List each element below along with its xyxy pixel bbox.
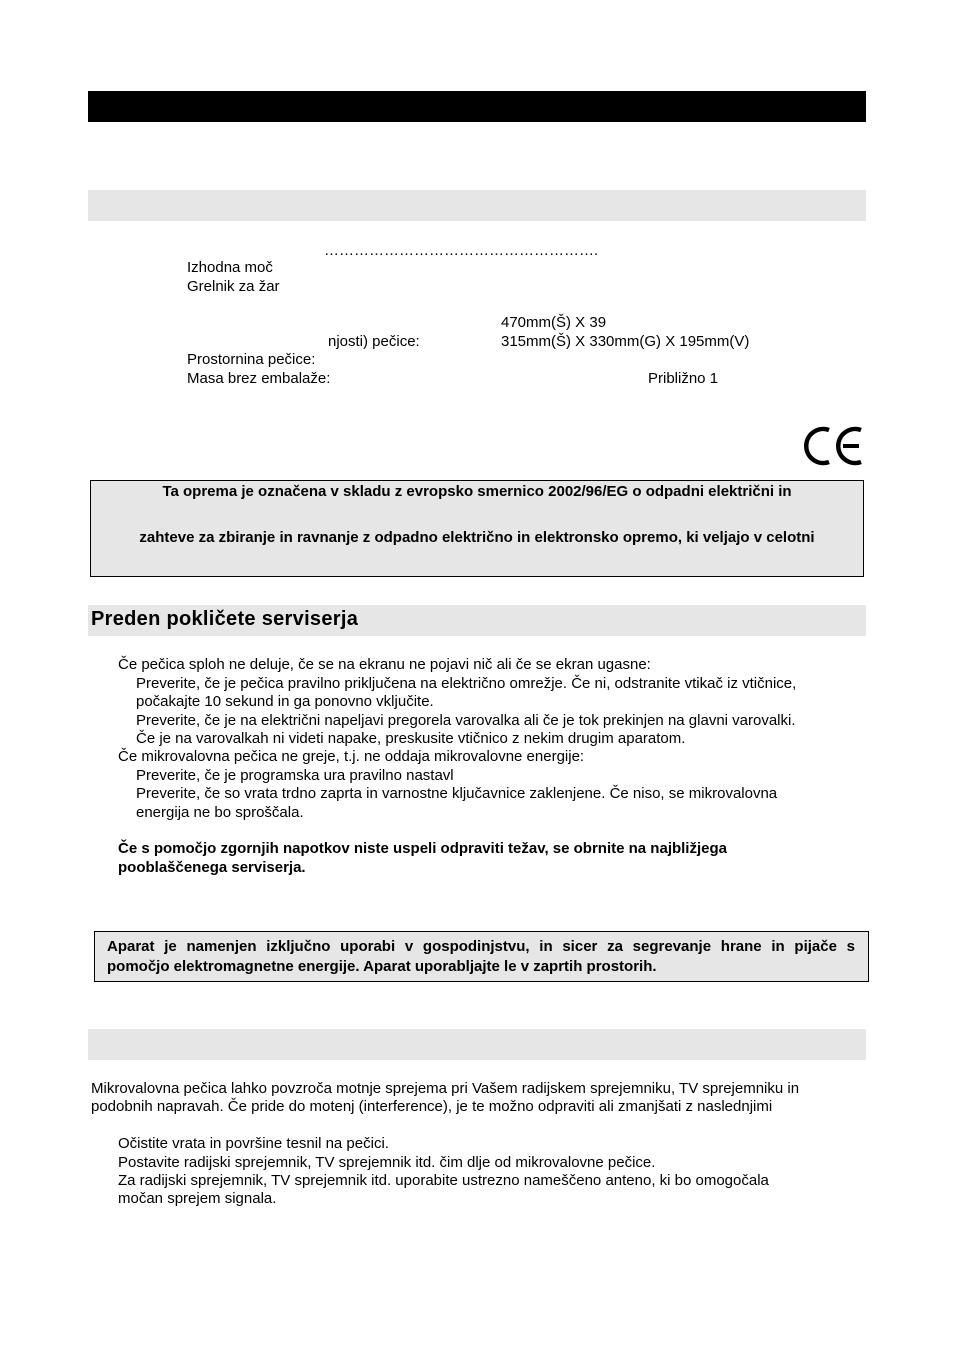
weee-notice-line1: Ta oprema je označena v skladu z evropsko smernico 2002/96/EG o odpadni električni in <box>162 483 792 500</box>
service-line-6: Če mikrovalovna pečica ne greje, t.j. ne oddaja mikrovalovne energije: <box>118 748 585 765</box>
specs-header-bar <box>88 190 866 221</box>
interference-para-line2: podobnih napravah. Če pride do motenj (interference), je te možno odpraviti ali zmanjšati z naslednjimi <box>91 1098 773 1115</box>
outer-dims-value: 470mm(Š) X 39 <box>501 314 607 331</box>
service-line-9: energija ne bo sproščala. <box>136 804 304 821</box>
weight-value: Približno 1 <box>648 370 719 387</box>
service-line-2: Preverite, če je pečica pravilno priključena na električno omrežje. Če ni, odstranite vtikač iz vtičnice, <box>136 675 797 692</box>
ce-mark-icon <box>801 424 865 468</box>
service-line-5: Če je na varovalkah ni videti napake, preskusite vtičnico z nekim drugim aparatom. <box>136 730 686 747</box>
interference-header-bar <box>88 1029 866 1060</box>
output-power-label: Izhodna moč <box>187 259 273 276</box>
inner-dims-value: 315mm(Š) X 330mm(G) X 195mm(V) <box>501 333 750 350</box>
interference-para-line1: Mikrovalovna pečica lahko povzroča motnje sprejema pri Vašem radijskem sprejemniku, TV sprejemniku in <box>91 1080 800 1097</box>
grill-label: Grelnik za žar <box>187 278 280 295</box>
service-contact-line-2: pooblaščenega serviserja. <box>118 859 306 876</box>
title-bar <box>88 91 866 122</box>
usage-notice-line2: pomočjo elektromagnetne energije. Aparat uporabljajte le v zaprtih prostorih. <box>107 958 657 975</box>
interference-item-1: Očistite vrata in površine tesnil na pečici. <box>118 1135 389 1152</box>
service-contact-line-1: Če s pomočjo zgornjih napotkov niste uspeli odpraviti težav, se obrnite na najbližjega <box>118 840 727 857</box>
interference-item-4: močan sprejem signala. <box>118 1190 277 1207</box>
service-line-3: počakajte 10 sekund in ga ponovno vključite. <box>136 693 434 710</box>
interference-item-3: Za radijski sprejemnik, TV sprejemnik itd. uporabite ustrezno nameščeno anteno, ki bo omogočala <box>118 1172 769 1189</box>
weee-notice-line2: zahteve za zbiranje in ravnanje z odpadno električno in elektronsko opremo, ki veljajo v celotni <box>139 529 815 546</box>
service-line-1: Če pečica sploh ne deluje, če se na ekranu ne pojavi nič ali če se ekran ugasne: <box>118 656 651 673</box>
weight-label: Masa brez embalaže: <box>187 370 331 387</box>
service-heading: Preden pokličete serviserja <box>91 608 359 630</box>
spec-dots: ………………………………………………. <box>324 242 599 259</box>
service-line-4: Preverite, če je na električni napeljavi pregorela varovalka ali če je tok prekinjen na glavni varovalki. <box>136 712 796 729</box>
usage-notice-line1: Aparat je namenjen izključno uporabi v gospodinjstvu, in sicer za segrevanje hrane in pijače s <box>107 938 855 955</box>
service-line-8: Preverite, če so vrata trdno zaprta in varnostne ključavnice zaklenjene. Če niso, se mikrovalovna <box>136 785 778 802</box>
volume-label: Prostornina pečice: <box>187 351 316 368</box>
service-line-7: Preverite, če je programska ura pravilno nastavl <box>136 767 454 784</box>
inner-dims-label: njosti) pečice: <box>328 333 420 350</box>
interference-item-2: Postavite radijski sprejemnik, TV sprejemnik itd. čim dlje od mikrovalovne pečice. <box>118 1154 656 1171</box>
